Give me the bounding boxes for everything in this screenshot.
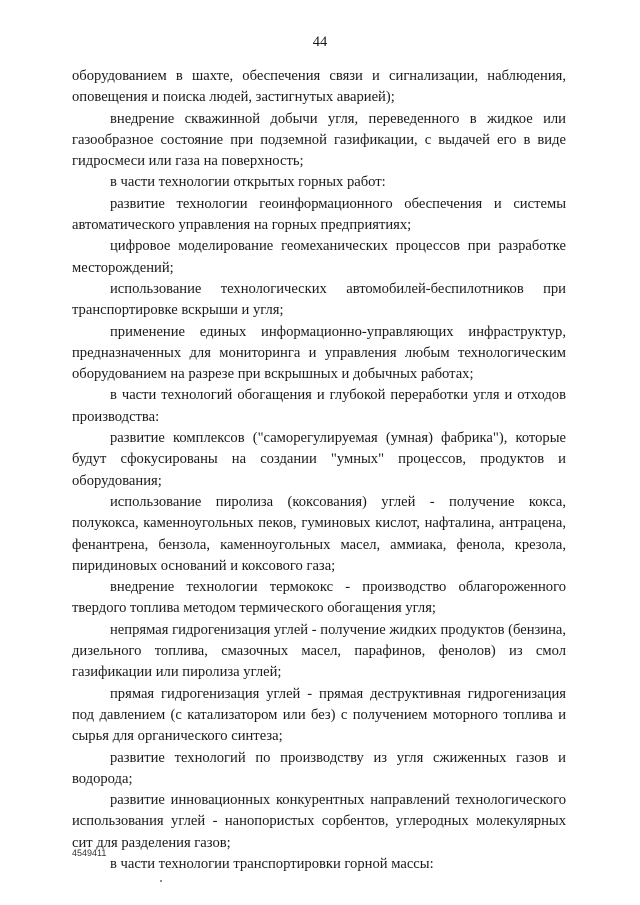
paragraph: внедрение скважинной добычи угля, переведенного в жидкое или газообразное состояние при подземной газификации, с выдачей его в виде гидросмеси или газа на поверхность; <box>72 110 566 170</box>
paragraph: применение единых информационно-управляющих инфраструктур, предназначенных для мониторинга и управления любым технологическим оборудованием на разрезе при вскрышных и добычных работах; <box>72 323 566 383</box>
scan-speck <box>160 880 162 882</box>
paragraph: прямая гидрогенизация углей - прямая деструктивная гидрогенизация под давлением (с катализатором или без) с получением моторного топлива и сырья для органического синтеза; <box>72 685 566 745</box>
paragraph: развитие инновационных конкурентных направлений технологического использования углей - нанопористых сорбентов, углеродных молекулярных сит для разделения газов; <box>72 792 566 851</box>
section-heading: в части технологии транспортировки горной массы: <box>110 855 434 872</box>
section-heading: в части технологий обогащения и глубокой переработки угля и отходов производства: <box>72 387 566 425</box>
paragraph: развитие комплексов ("саморегулируемая (умная) фабрика"), которые будут сфокусированы на создании "умных" процессов, продуктов и оборудования; <box>72 430 566 489</box>
paragraph: развитие технологии геоинформационного обеспечения и системы автоматического управления на горных предприятиях; <box>72 195 566 234</box>
paragraph: использование технологических автомобилей-беспилотников при транспортировке вскрыши и угля; <box>72 280 566 319</box>
page-number: 44 <box>312 34 328 50</box>
paragraph: внедрение технологии термококс - производство облагороженного твердого топлива методом термического обогащения угля; <box>72 579 566 617</box>
document-body <box>72 66 566 875</box>
paragraph: развитие технологий по производству из угля сжиженных газов и водорода; <box>72 749 566 787</box>
paragraph: оборудованием в шахте, обеспечения связи и сигнализации, наблюдения, оповещения и поиска людей, застигнутых аварией); <box>72 68 566 106</box>
paragraph: цифровое моделирование геомеханических процессов при разработке месторождений; <box>72 238 566 276</box>
paragraph: непрямая гидрогенизация углей - получение жидких продуктов (бензина, дизельного топлива, смазочных масел, парафинов, фенолов) из смол газификации или пиролиза углей; <box>72 621 567 681</box>
document-code: 4549411 <box>72 848 107 858</box>
paragraph: использование пиролиза (коксования) углей - получение кокса, полукокса, каменноугольных пеков, гуминовых кислот, нафталина, антрацена, фенантрена, бензола, каменноугольных масел, аммиака, фенола, крезола, пиридиновых оснований и коксового газа; <box>72 493 566 574</box>
section-heading: в части технологии открытых горных работ: <box>110 174 386 191</box>
